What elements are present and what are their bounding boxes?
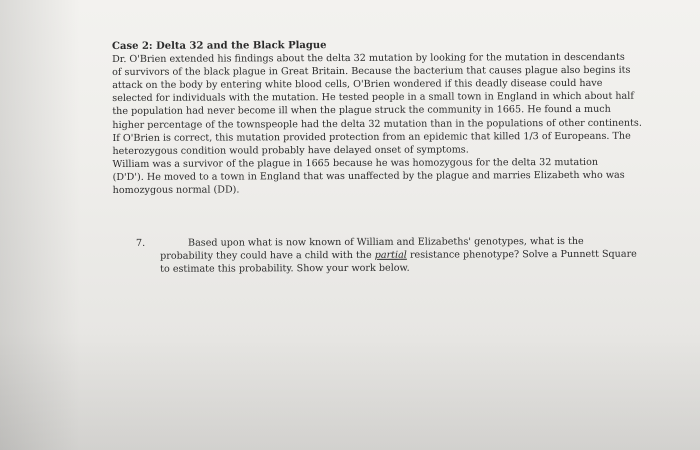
question-line: to estimate this probability. Show your work below. bbox=[160, 262, 410, 275]
underlined-word: partial bbox=[374, 249, 407, 261]
passage-line: higher percentage of the townspeople had the delta 32 mutation than in the populations of other continents. bbox=[112, 117, 642, 131]
shadow-left bbox=[0, 0, 80, 450]
question-line bbox=[160, 248, 637, 263]
question-number: 7. bbox=[136, 237, 146, 249]
passage-line: attack on the body by entering white blood cells, O'Brien wondered if this deadly disease could have bbox=[112, 78, 603, 92]
question-text-part: probability they could have a child with the bbox=[160, 249, 375, 262]
passage-line: (D'D'). He moved to a town in England that was unaffected by the plague and marries Elizabeth who was bbox=[112, 169, 625, 183]
passage-line: heterozygous condition would probably have delayed onset of symptoms. bbox=[112, 144, 469, 157]
question-text-part: resistance phenotype? Solve a Punnett Square bbox=[406, 248, 637, 261]
passage-line: If O'Brien is correct, this mutation provided protection from an epidemic that killed 1/3 of Europeans. The bbox=[112, 130, 631, 144]
shadow-bottom bbox=[0, 330, 700, 450]
case-passage bbox=[112, 38, 642, 197]
passage-line: the population had never become ill when the plague struck the community in 1665. He found a much bbox=[112, 104, 611, 118]
passage-line: of survivors of the black plague in Great Britain. Because the bacterium that causes plague also begins its bbox=[112, 64, 631, 79]
question-7 bbox=[112, 235, 637, 276]
question-text bbox=[160, 235, 637, 276]
passage-line: Dr. O'Brien extended his findings about the delta 32 mutation by looking for the mutation in descendants bbox=[112, 51, 625, 66]
passage-line: William was a survivor of the plague in 1665 because he was homozygous for the delta 32 mutation bbox=[112, 156, 599, 170]
question-line: Based upon what is now known of William and Elizabeths' genotypes, what is the bbox=[188, 235, 584, 249]
passage-line: selected for individuals with the mutation. He tested people in a small town in England in which about half bbox=[112, 91, 634, 105]
case-title: Case 2: Delta 32 and the Black Plague bbox=[112, 40, 327, 52]
passage-line: homozygous normal (DD). bbox=[112, 184, 240, 197]
